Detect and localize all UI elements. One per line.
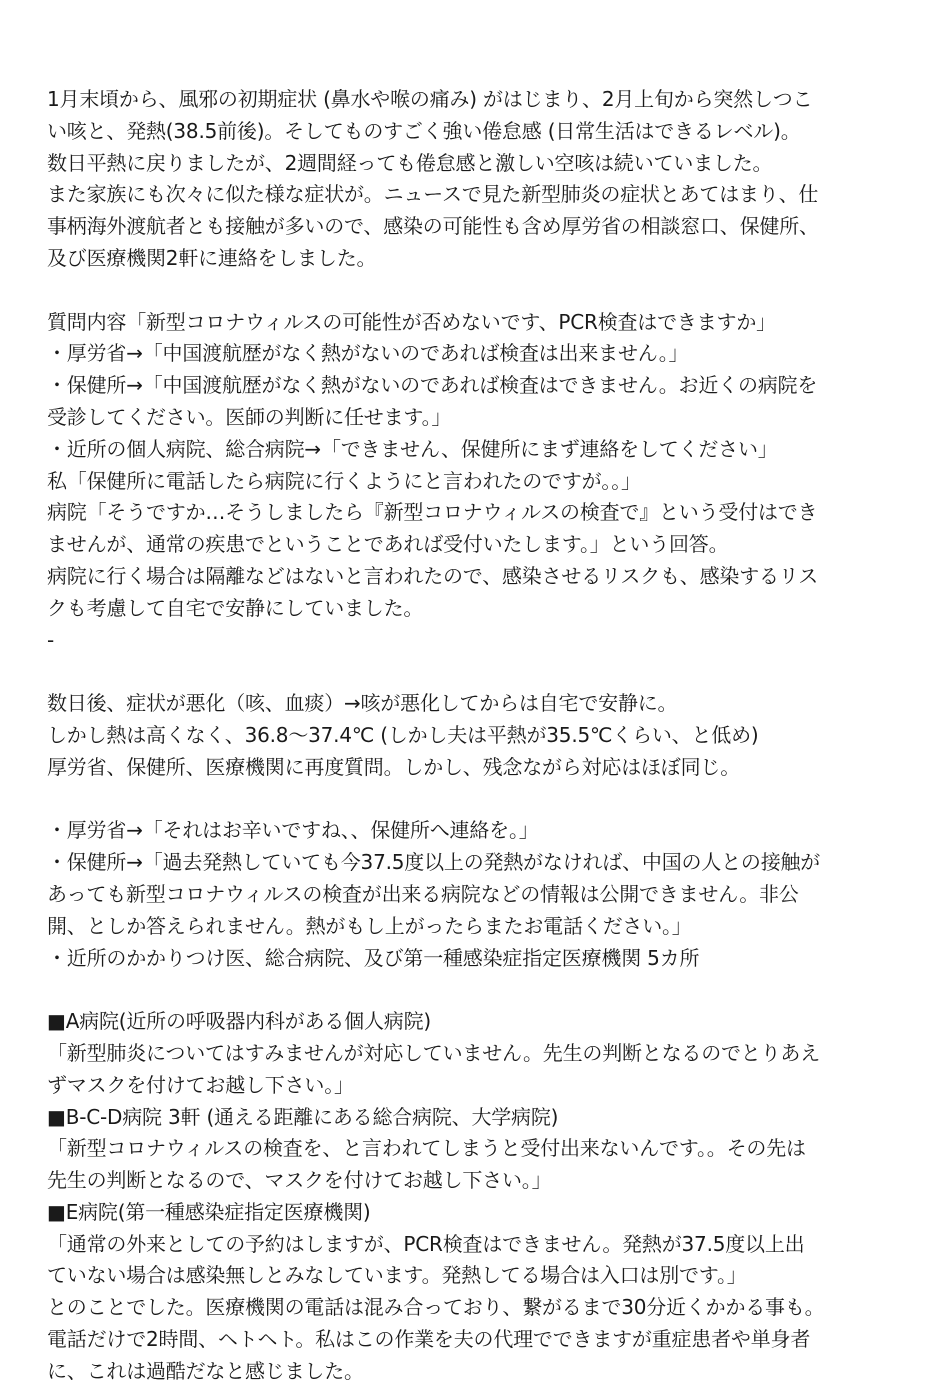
paragraph-spacer: [47, 784, 887, 816]
text-line: 1月末頃から、風邪の初期症状 (鼻水や喉の痛み) がはじまり、2月上旬から突然しつこ: [47, 87, 813, 111]
text-line: また家族にも次々に似た様な症状が。ニュースで見た新型肺炎の症状とあてはまり、仕: [47, 182, 819, 207]
paragraph-hospital-responses: [47, 1006, 887, 1388]
text-line: クも考慮して自宅で安静にしていました。: [47, 595, 424, 620]
text-line: ・厚労省→「中国渡航歴がなく熱がないのであれば検査は出来ません。」: [47, 341, 689, 366]
text-line: 事柄海外渡航者とも接触が多いので、感染の可能性も含め厚労省の相談窓口、保健所、: [47, 214, 819, 239]
text-line: 「新型肺炎についてはすみませんが対応していません。先生の判断となるのでとりあえ: [47, 1040, 820, 1065]
paragraph-first-inquiry: [47, 307, 887, 625]
text-line: 及び医療機関2軒に連絡をしました。: [47, 245, 377, 270]
text-line: ていない場合は感染無しとみなしています。発熱してる場合は入口は別です。」: [47, 1263, 747, 1288]
dash-separator: -: [47, 627, 55, 652]
paragraph-spacer: [47, 656, 887, 688]
text-line: とのことでした。医療機関の電話は混み合っており、繋がるまで30分近くかかる事も。: [47, 1295, 825, 1320]
text-line: ずマスクを付けてお越し下さい。」: [47, 1072, 354, 1097]
text-line: ・近所の個人病院、総合病院→「できません、保健所にまず連絡をしてください」: [47, 436, 778, 461]
text-line: 厚労省、保健所、医療機関に再度質問。しかし、残念ながら対応はほぼ同じ。: [47, 754, 740, 779]
paragraph-spacer: [47, 275, 887, 307]
text-line: ・保健所→「中国渡航歴がなく熱がないのであれば検査はできません。お近くの病院を: [47, 373, 818, 398]
text-line: しかし熱は高くなく、36.8〜37.4℃ (しかし夫は平熱が35.5℃くらい、と低め): [47, 722, 759, 747]
text-line: 病院に行く場合は隔離などはないと言われたので、感染させるリスクも、感染するリス: [47, 563, 818, 588]
text-line: 開、としか答えられません。熱がもし上がったらまたお電話ください。」: [47, 913, 692, 938]
text-line: ・厚労省→「それはお辛いですね、、保健所へ連絡を。」: [47, 818, 539, 843]
text-line: 「通常の外来としての予約はしますが、PCR検査はできません。発熱が37.5度以上出: [47, 1231, 805, 1256]
hospital-e-heading: ■E病院(第一種感染症指定医療機関): [47, 1199, 371, 1224]
text-line: い咳と、発熱(38.5前後)。そしてものすごく強い倦怠感 (日常生活はできるレベル)。: [47, 118, 801, 143]
paragraph-initial-symptoms: [47, 84, 887, 275]
text-line: 電話だけで2時間、ヘトヘト。私はこの作業を夫の代理でできますが重症患者や単身者: [47, 1327, 811, 1352]
text-line: ・近所のかかりつけ医、総合病院、及び第一種感染症指定医療機関 5カ所: [47, 945, 700, 970]
text-line: 私「保健所に電話したら病院に行くようにと言われたのですが。。」: [47, 468, 641, 493]
text-line: 先生の判断となるので、マスクを付けてお越し下さい。」: [47, 1168, 552, 1193]
article-body: [47, 84, 887, 1388]
text-line: あっても新型コロナウィルスの検査が出来る病院などの情報は公開できません。非公: [47, 881, 799, 906]
paragraph-spacer: [47, 974, 887, 1006]
text-line: 「新型コロナウィルスの検査を、と言われてしまうと受付出来ないんです。。その先は: [47, 1136, 806, 1161]
text-line: 数日後、症状が悪化（咳、血痰）→咳が悪化してからは自宅で安静に。: [47, 691, 678, 716]
text-line: 受診してください。医師の判断に任せます。」: [47, 404, 452, 429]
hospital-a-heading: ■A病院(近所の呼吸器内科がある個人病院): [47, 1009, 431, 1034]
text-line: ませんが、通常の疾患でということであれば受付いたします。」という回答。: [47, 532, 729, 557]
text-line: 病院「そうですか…そうしましたら『新型コロナウィルスの検査で』という受付はでき: [47, 500, 818, 525]
text-line: に、これは過酷だなと感じました。: [47, 1358, 364, 1383]
text-line: 質問内容「新型コロナウィルスの可能性が否めないです、PCR検査はできますか」: [47, 309, 776, 334]
text-line: ・保健所→「過去発熱していても今37.5度以上の発熱がなければ、中国の人との接触が: [47, 850, 821, 875]
hospital-bcd-heading: ■B-C-D病院 3軒 (通える距離にある総合病院、大学病院): [47, 1104, 559, 1129]
paragraph-second-inquiry: [47, 815, 887, 974]
paragraph-worsening: [47, 688, 887, 783]
text-line: 数日平熱に戻りましたが、2週間経っても倦怠感と激しい空咳は続いていました。: [47, 150, 773, 175]
